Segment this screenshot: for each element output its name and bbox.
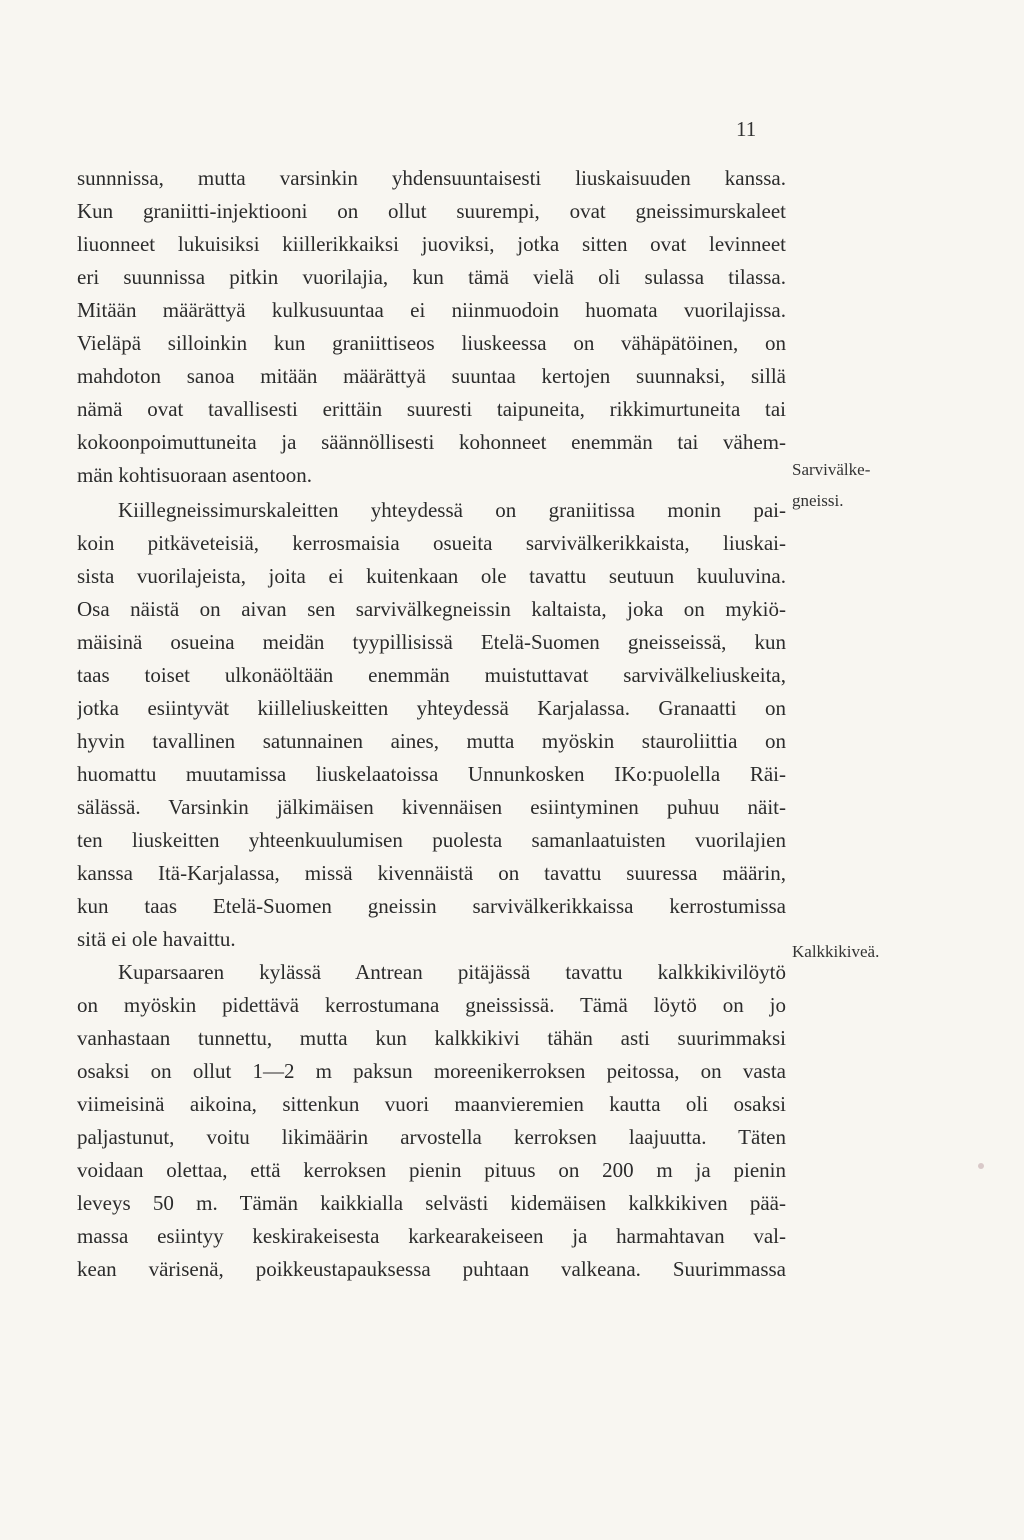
text-line: Kiillegneissimurskaleitten yhteydessä on graniitissa monin pai- [118,498,786,522]
text-line: liuonneet lukuisiksi kiillerikkaiksi juoviksi, jotka sitten ovat levinneet [77,232,786,256]
text-line: Kuparsaaren kylässä Antrean pitäjässä tavattu kalkkikivilöytö [118,960,786,984]
text-line: Mitään määrättyä kulkusuuntaa ei niinmuodoin huomata vuorilajissa. [77,298,786,322]
text-line: eri suunnissa pitkin vuorilajia, kun tämä vielä oli sulassa tilassa. [77,265,786,289]
text-line: viimeisinä aikoina, sittenkun vuori maanvieremien kautta oli osaksi [77,1092,786,1116]
text-line: vanhastaan tunnettu, mutta kun kalkkikivi tähän asti suurimmaksi [77,1026,786,1050]
text-line: sunnnissa, mutta varsinkin yhdensuuntaisesti liuskaisuuden kanssa. [77,166,786,190]
text-line: on myöskin pidettävä kerrostumana gneississä. Tämä löytö on jo [77,993,786,1017]
text-line: leveys 50 m. Tämän kaikkialla selvästi kidemäisen kalkkikiven pää- [77,1191,786,1215]
text-line: kun taas Etelä-Suomen gneissin sarvivälkerikkaissa kerrostumissa [77,894,786,918]
text-line: sista vuorilajeista, joita ei kuitenkaan ole tavattu seutuun kuuluvina. [77,564,786,588]
text-line: hyvin tavallinen satunnainen aines, mutta myöskin stauroliittia on [77,729,786,753]
text-line: Kun graniitti-injektiooni on ollut suurempi, ovat gneissimurskaleet [77,199,786,223]
text-line: nämä ovat tavallisesti erittäin suuresti taipuneita, rikkimurtuneita tai [77,397,786,421]
margin-note-kalkkikivea: Kalkkikiveä. [792,942,880,961]
text-line: taas toiset ulkonäöltään enemmän muistuttavat sarvivälkeliuskeita, [77,663,786,687]
paper-speck [978,1163,984,1169]
text-line: män kohtisuoraan asentoon. [77,463,313,487]
text-line: kean värisenä, poikkeustapauksessa puhtaan valkeana. Suurimmassa [77,1257,786,1281]
text-line: mäisinä osueina meidän tyypillisissä Etelä-Suomen gneisseissä, kun [77,630,786,654]
text-line: Osa näistä on aivan sen sarvivälkegneissin kaltaista, joka on mykiö- [77,597,786,621]
text-line: koin pitkäveteisiä, kerrosmaisia osueita sarvivälkerikkaista, liuskai- [77,531,786,555]
text-line: kanssa Itä-Karjalassa, missä kivennäistä on tavattu suuressa määrin, [77,861,786,885]
text-line: sitä ei ole havaittu. [77,927,236,951]
text-line: kokoonpoimuttuneita ja säännöllisesti kohonneet enemmän tai vähem- [77,430,786,454]
text-line: paljastunut, voitu likimäärin arvostella kerroksen laajuutta. Täten [77,1125,786,1149]
text-line: voidaan olettaa, että kerroksen pienin pituus on 200 m ja pienin [77,1158,786,1182]
text-line: huomattu muutamissa liuskelaatoissa Unnunkosken IKo:puolella Räi- [77,762,786,786]
text-line: massa esiintyy keskirakeisesta karkearakeiseen ja harmahtavan val- [77,1224,786,1248]
text-line: Vieläpä silloinkin kun graniittiseos liuskeessa on vähäpätöinen, on [77,331,786,355]
text-line: jotka esiintyvät kiilleliuskeitten yhteydessä Karjalassa. Granaatti on [77,696,786,720]
margin-note-sarvivalkegneissi-2: gneissi. [792,491,844,510]
text-line: mahdoton sanoa mitään määrättyä suuntaa kertojen suunnaksi, sillä [77,364,786,388]
text-line: osaksi on ollut 1—2 m paksun moreenikerroksen peitossa, on vasta [77,1059,786,1083]
page-number: 11 [736,117,757,141]
text-line: sälässä. Varsinkin jälkimäisen kivennäisen esiintyminen puhuu näit- [77,795,786,819]
margin-note-sarvivalkegneissi-1: Sarvivälke- [792,460,871,479]
text-line: ten liuskeitten yhteenkuulumisen puolesta samanlaatuisten vuorilajien [77,828,786,852]
